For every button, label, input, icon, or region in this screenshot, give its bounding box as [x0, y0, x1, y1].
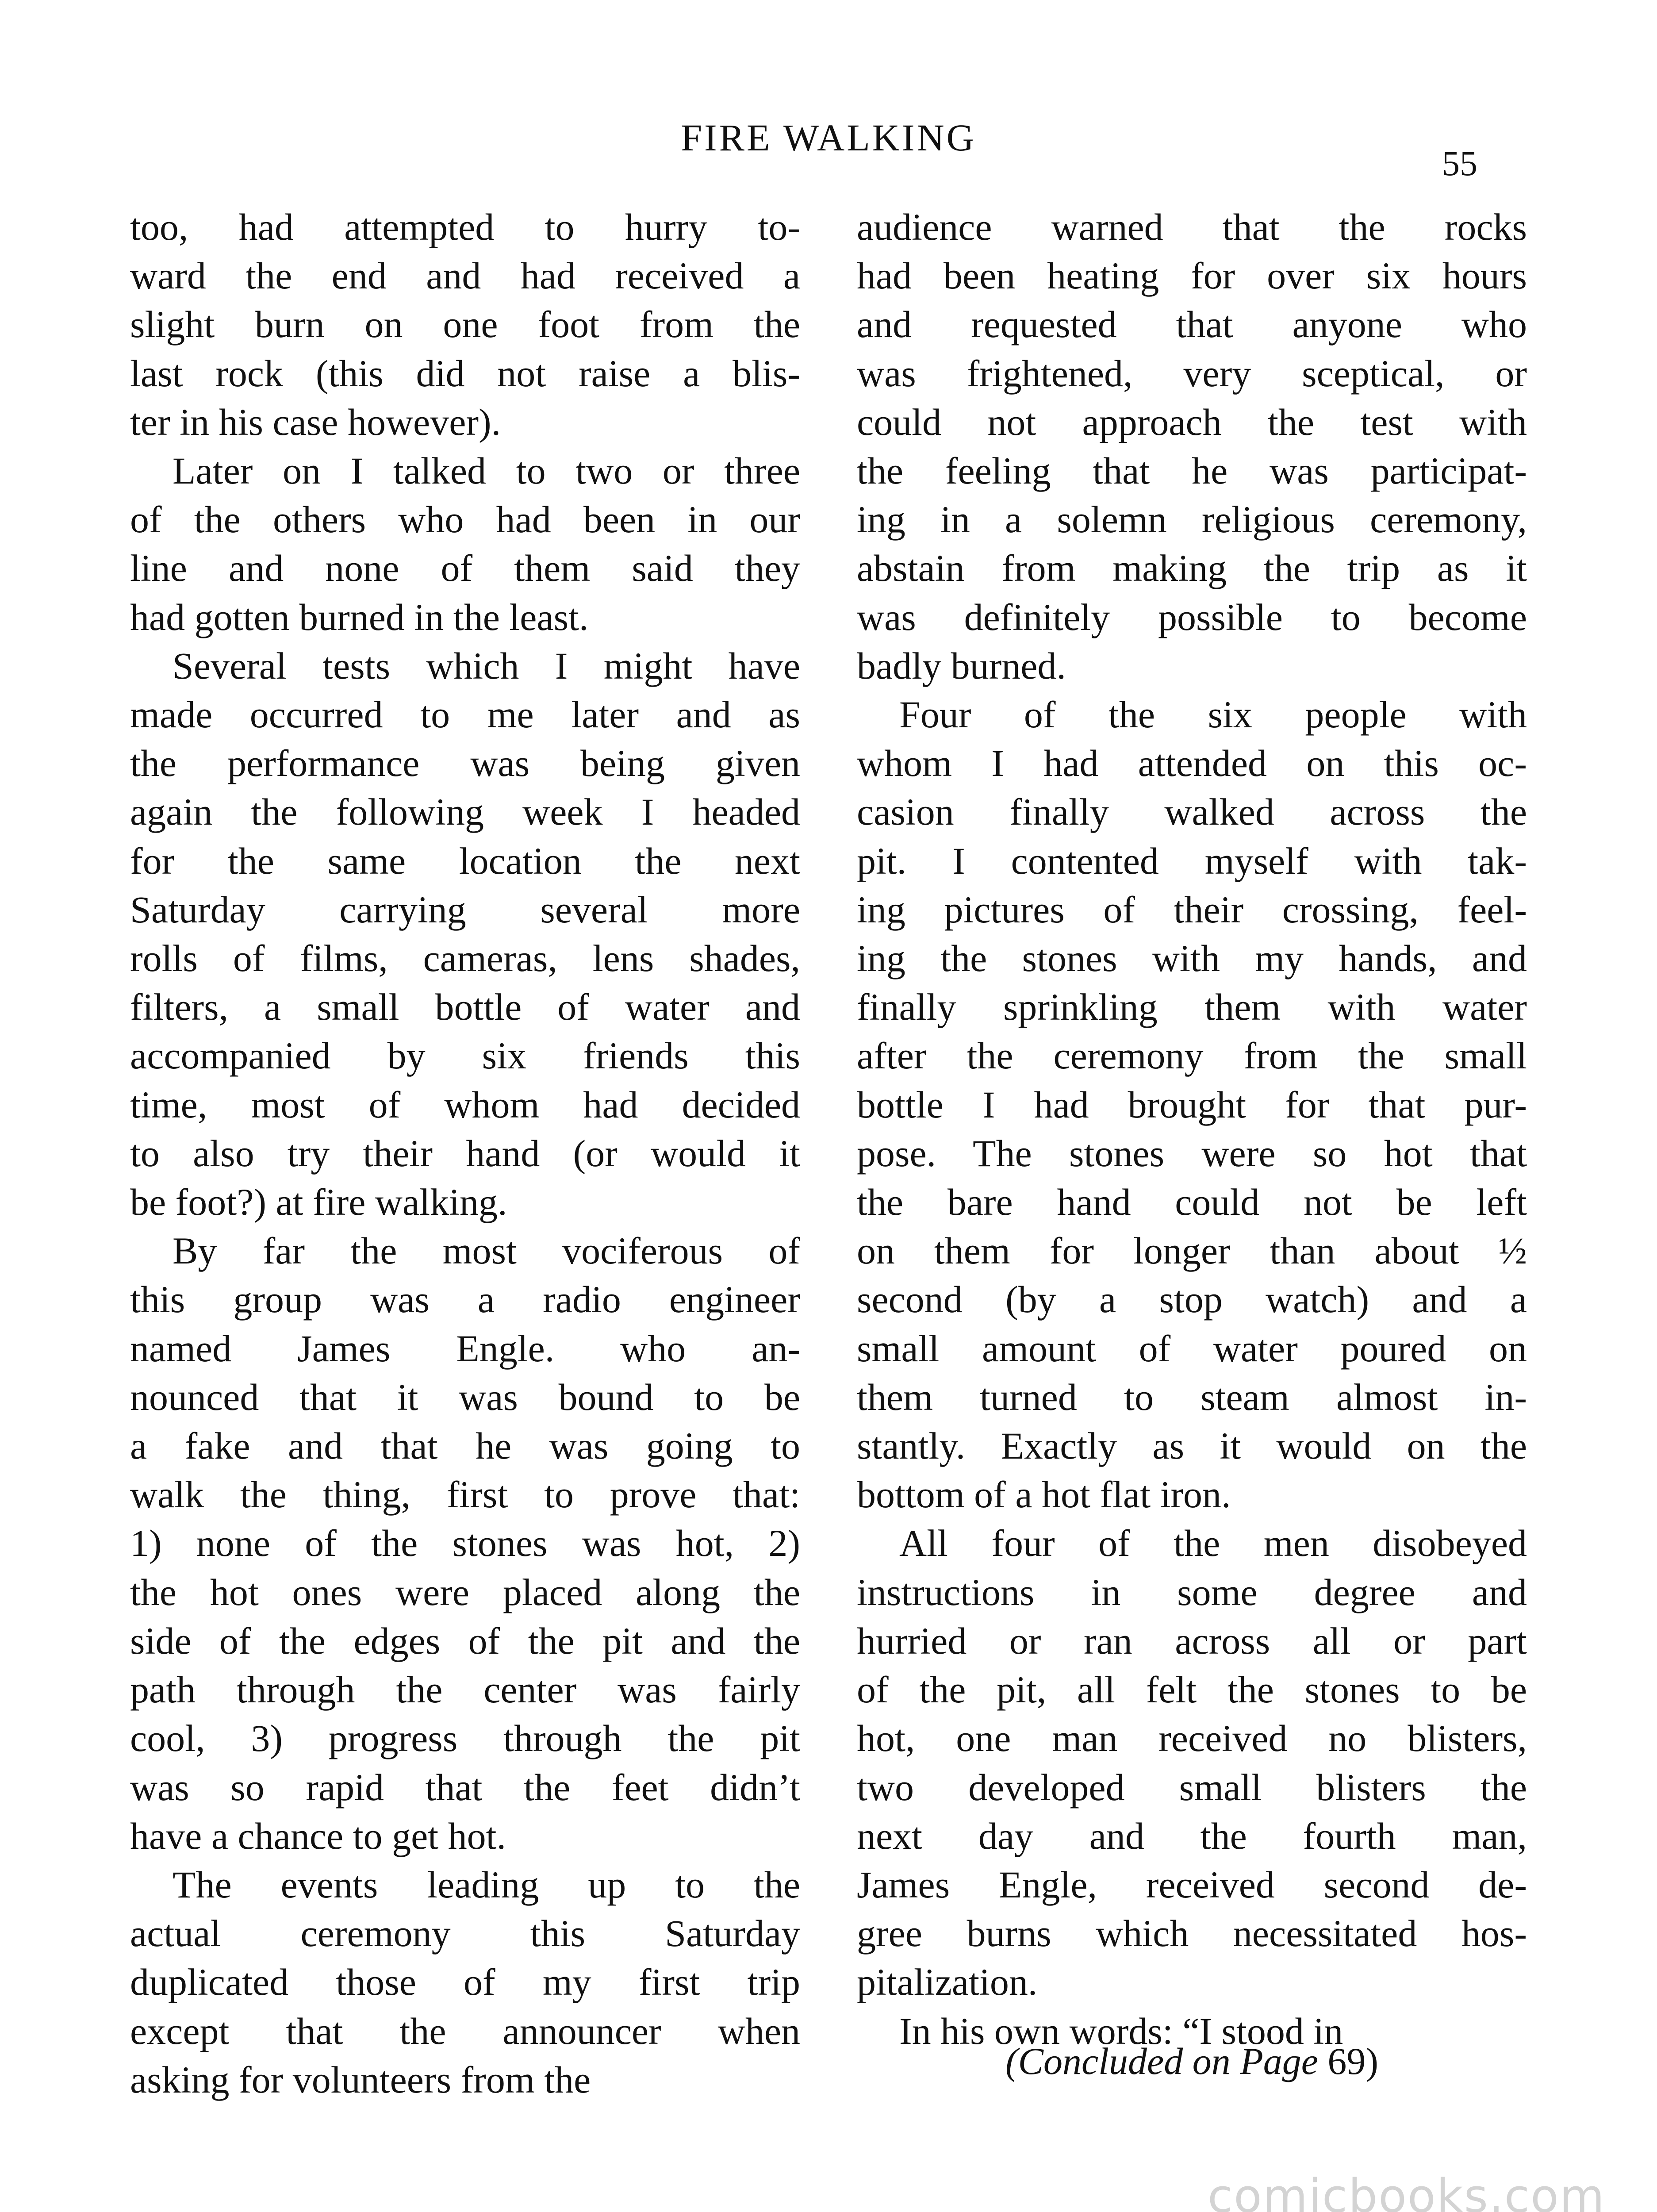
- text-line: time, most of whom had decided: [130, 1083, 800, 1126]
- text-line: duplicated those of my first trip: [130, 1961, 800, 2004]
- text-line: actual ceremony this Saturday: [130, 1912, 800, 1955]
- text-line: The events leading up to the: [173, 1863, 800, 1906]
- text-line: slight burn on one foot from the: [130, 303, 800, 346]
- text-line: finally sprinkling them with water: [857, 986, 1527, 1029]
- text-line: second (by a stop watch) and a: [857, 1278, 1527, 1321]
- text-line: to also try their hand (or would it: [130, 1132, 800, 1175]
- text-line: had gotten burned in the least.: [130, 595, 589, 638]
- paragraph: [857, 203, 1527, 690]
- text-line: of the pit, all felt the stones to be: [857, 1668, 1527, 1711]
- paragraph: [130, 1860, 800, 2104]
- text-line: be foot?) at fire walking.: [130, 1181, 507, 1224]
- text-line: and requested that anyone who: [857, 303, 1527, 346]
- text-line: 1) none of the stones was hot, 2): [130, 1522, 800, 1565]
- text-line: line and none of them said they: [130, 547, 800, 590]
- paragraph: [130, 1226, 800, 1860]
- text-line: bottom of a hot flat iron.: [857, 1473, 1231, 1516]
- text-line: again the following week I headed: [130, 791, 800, 833]
- text-line: a fake and that he was going to: [130, 1425, 800, 1467]
- text-line: stantly. Exactly as it would on the: [857, 1425, 1527, 1467]
- text-line: next day and the fourth man,: [857, 1814, 1527, 1857]
- text-line: filters, a small bottle of water and: [130, 986, 800, 1029]
- text-line: the feeling that he was participat-: [857, 449, 1527, 492]
- text-line: this group was a radio engineer: [130, 1278, 800, 1321]
- text-line: side of the edges of the pit and the: [130, 1619, 800, 1662]
- text-line: the hot ones were placed along the: [130, 1571, 800, 1613]
- text-line: All four of the men disobeyed: [899, 1522, 1527, 1565]
- text-line: the performance was being given: [130, 742, 800, 785]
- text-line: cool, 3) progress through the pit: [130, 1717, 800, 1760]
- site-watermark: comicbooks.com: [1208, 2169, 1606, 2212]
- text-line: the bare hand could not be left: [857, 1181, 1527, 1224]
- text-line: was so rapid that the feet didn’t: [130, 1766, 800, 1809]
- text-line: was frightened, very sceptical, or: [857, 352, 1527, 395]
- text-line: James Engle, received second de-: [857, 1863, 1527, 1906]
- text-line: pose. The stones were so hot that: [857, 1132, 1527, 1175]
- text-line: after the ceremony from the small: [857, 1034, 1527, 1077]
- text-line: path through the center was fairly: [130, 1668, 800, 1711]
- text-line: except that the announcer when: [130, 2009, 800, 2052]
- text-line: By far the most vociferous of: [173, 1229, 800, 1272]
- text-line: ter in his case however).: [130, 400, 501, 443]
- continuation-page: 69): [1327, 2040, 1379, 2082]
- paragraph: [130, 641, 800, 1226]
- text-line: two developed small blisters the: [857, 1766, 1527, 1809]
- text-line: Several tests which I might have: [173, 644, 800, 687]
- text-line: named James Engle. who an-: [130, 1327, 800, 1370]
- text-line: too, had attempted to hurry to-: [130, 206, 800, 248]
- page-number: 55: [1442, 144, 1477, 183]
- text-line: could not approach the test with: [857, 400, 1527, 443]
- paragraph: [130, 203, 800, 446]
- text-line: walk the thing, first to prove that:: [130, 1473, 800, 1516]
- paragraph: [857, 1519, 1527, 2006]
- text-line: have a chance to get hot.: [130, 1814, 506, 1857]
- text-line: them turned to steam almost in-: [857, 1375, 1527, 1418]
- text-line: made occurred to me later and as: [130, 693, 800, 736]
- text-line: ing pictures of their crossing, feel-: [857, 888, 1527, 931]
- continuation-text: (Concluded on Page: [1005, 2040, 1318, 2082]
- text-line: bottle I had brought for that pur-: [857, 1083, 1527, 1126]
- running-title: FIRE WALKING: [681, 116, 976, 159]
- text-line: pit. I contented myself with tak-: [857, 839, 1527, 882]
- text-line: gree burns which necessitated hos-: [857, 1912, 1527, 1955]
- text-line: of the others who had been in our: [130, 498, 800, 541]
- right-text-column: [857, 203, 1527, 2055]
- text-line: Saturday carrying several more: [130, 888, 800, 931]
- text-line: ing in a solemn religious ceremony,: [857, 498, 1527, 541]
- text-line: pitalization.: [857, 1961, 1038, 2004]
- text-line: on them for longer than about ½: [857, 1229, 1527, 1272]
- text-line: small amount of water poured on: [857, 1327, 1527, 1370]
- text-line: rolls of films, cameras, lens shades,: [130, 937, 800, 980]
- text-line: abstain from making the trip as it: [857, 547, 1527, 590]
- text-line: ing the stones with my hands, and: [857, 937, 1527, 980]
- text-line: asking for volunteers from the: [130, 2058, 591, 2101]
- text-line: Four of the six people with: [899, 693, 1527, 736]
- text-line: badly burned.: [857, 644, 1066, 687]
- paragraph: [857, 690, 1527, 1519]
- paragraph: [130, 446, 800, 641]
- text-line: was definitely possible to become: [857, 595, 1527, 638]
- text-line: Later on I talked to two or three: [173, 449, 800, 492]
- text-line: casion finally walked across the: [857, 791, 1527, 833]
- text-line: last rock (this did not raise a blis-: [130, 352, 800, 395]
- text-line: audience warned that the rocks: [857, 206, 1527, 248]
- left-text-column: [130, 203, 800, 2104]
- text-line: whom I had attended on this oc-: [857, 742, 1527, 785]
- continuation-note: [857, 2037, 1527, 2085]
- text-line: instructions in some degree and: [857, 1571, 1527, 1613]
- text-line: hot, one man received no blisters,: [857, 1717, 1527, 1760]
- text-line: hurried or ran across all or part: [857, 1619, 1527, 1662]
- text-line: for the same location the next: [130, 839, 800, 882]
- text-line: In his own words: “I stood in: [899, 2009, 1343, 2052]
- text-line: had been heating for over six hours: [857, 254, 1527, 297]
- text-line: accompanied by six friends this: [130, 1034, 800, 1077]
- text-line: ward the end and had received a: [130, 254, 800, 297]
- text-line: nounced that it was bound to be: [130, 1375, 800, 1418]
